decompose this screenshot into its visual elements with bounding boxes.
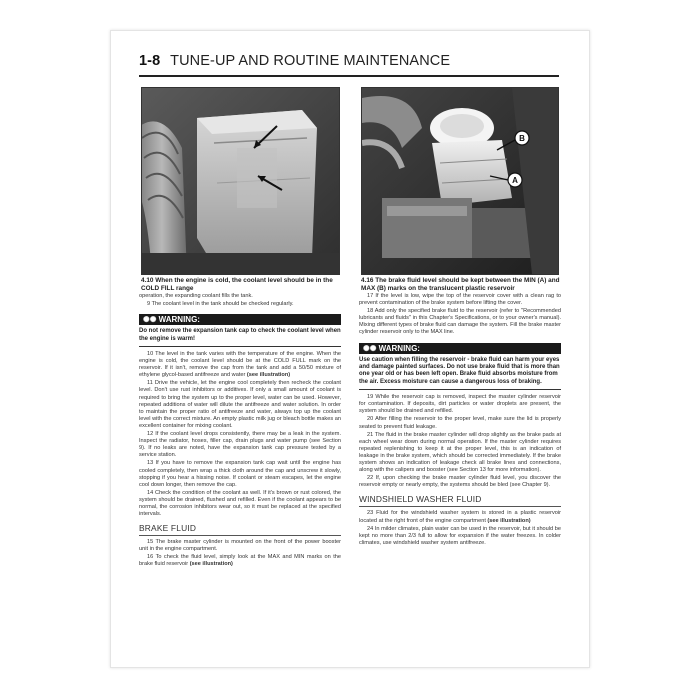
right-column	[359, 293, 561, 548]
figure-coolant-reservoir-photo	[141, 87, 340, 275]
figure-caption-brake: 4.16 The brake fluid level should be kept between the MIN (A) and MAX (B) marks on the translucent plastic reservoir	[361, 277, 560, 293]
paragraph: 18 Add only the specified brake fluid to the reservoir (refer to "Recommended lubricants and fluids" in this Chapter's Specifications, or to your owner's manual). Mixing different types of brake fluid can damage the system. Fill the brake master cylinder reservoir only to the MAX line.	[359, 308, 561, 336]
paragraph: 10 The level in the tank varies with the temperature of the engine. When the engine is cold, the coolant level should be at the COLD FULL mark on the reservoir. If it isn't, remove the cap from the tank and add a 50/50 mixture of ethylene glycol-based antifreeze and water (see illustration)	[139, 351, 341, 379]
warning-text: Use caution when filling the reservoir - brake fluid can harm your eyes and damage painted surfaces. Do not use brake fluid that is more than one year old or has been left open. Brake fluid absorbs moisture from the air. Excess moisture can cause a dangerous loss of braking.	[359, 357, 561, 391]
figure-brake-reservoir-photo	[361, 87, 559, 275]
paragraph: 16 To check the fluid level, simply look at the MAX and MIN marks on the brake fluid reservoir (see illustration)	[139, 554, 341, 568]
paragraph: 21 The fluid in the brake master cylinder will drop slightly as the brake pads at each wheel wear down during normal operation. If the master cylinder requires repeated replenishing to keep it at the proper level, this is an indication of leakage in the brake system, which should be corrected immediately. If the brake system shows an indication of leakage check all brake lines and connections, along with the calipers and booster (see Section 13 for more information).	[359, 431, 561, 474]
page-number: 1-8	[139, 53, 161, 69]
paragraph: 13 If you have to remove the expansion tank cap wait until the engine has cooled completely, then wrap a thick cloth around the cap and unscrew it slowly, stopping if you hear a hissing noise. If coolant or steam escapes, let the engine cool down longer, then remove the cap.	[139, 460, 341, 488]
warning-icon: ✺✺	[143, 315, 159, 325]
paragraph: 9 The coolant level in the tank should be checked regularly.	[147, 301, 294, 308]
paragraph: 24 In milder climates, plain water can be used in the reservoir, but it should be kept no more than 2/3 full to allow for expansion if the water freezes. In colder climates, use windshield washer system antifreeze.	[359, 525, 561, 546]
chapter-title: TUNE-UP AND ROUTINE MAINTENANCE	[170, 53, 451, 69]
paragraph: 19 While the reservoir cap is removed, inspect the master cylinder reservoir for contamination. If deposits, dirt particles or water droplets are present, the system should be drained and refilled.	[359, 394, 561, 415]
section-heading-brake-fluid: BRAKE FLUID	[139, 523, 341, 536]
paragraph: 15 The brake master cylinder is mounted on the front of the power booster unit in the engine compartment.	[139, 539, 341, 553]
left-column	[139, 293, 341, 570]
section-heading-windshield-washer-fluid: WINDSHIELD WASHER FLUID	[359, 494, 561, 507]
paragraph: 14 Check the condition of the coolant as well. If it's brown or rust colored, the system should be drained, flushed and refilled. Even if the coolant appears to be normal, the corrosion inhibitors wear out, so it must be replaced at the specified intervals.	[139, 489, 341, 518]
header-rule	[139, 75, 559, 77]
warning-text: Do not remove the expansion tank cap to check the coolant level when the engine is warm!	[139, 328, 341, 347]
manual-page	[110, 30, 590, 668]
paragraph: 20 After filling the reservoir to the proper level, make sure the lid is properly seated to prevent fluid leakage.	[359, 416, 561, 430]
warning-heading: ✺✺ WARNING:	[359, 343, 561, 354]
warning-icon: ✺✺	[363, 343, 379, 353]
page-header	[139, 53, 559, 69]
paragraph: 22 If, upon checking the brake master cylinder fluid level, you discover the reservoir empty or nearly empty, the systems should be bled (see Chapter 9).	[359, 475, 561, 489]
warning-heading: ✺✺ WARNING:	[139, 314, 341, 325]
callout-b-label: B	[519, 134, 525, 143]
paragraph: operation, the expanding coolant fills the tank.	[139, 293, 253, 299]
figure-caption-coolant: 4.10 When the engine is cold, the coolant level should be in the COLD FILL range	[141, 277, 333, 293]
paragraph: 11 Drive the vehicle, let the engine cool completely then recheck the coolant level. Don't use rust inhibitors or additives. If only a small amount of coolant is required to bring the system up to the proper level, water can be used. However, repeated additions of water will dilute the antifreeze and water solution. In order to maintain the proper ratio of antifreeze and water, always top up the coolant level with the correct mixture. An empty plastic milk jug or bleach bottle makes an excellent container for mixing coolant.	[139, 380, 341, 429]
paragraph: 12 If the coolant level drops consistently, there may be a leak in the system. Inspect the radiator, hoses, filler cap, drain plugs and water pump (see Section 9). If no leaks are noted, have the expansion tank cap pressure tested by a service station.	[139, 431, 341, 459]
callout-a-label: A	[512, 176, 518, 185]
paragraph: 23 Fluid for the windshield washer system is stored in a plastic reservoir located at the right front of the engine compartment (see illustration)	[359, 510, 561, 524]
paragraph: 17 If the level is low, wipe the top of the reservoir cover with a clean rag to prevent contamination of the brake system before lifting the cover.	[359, 293, 561, 307]
